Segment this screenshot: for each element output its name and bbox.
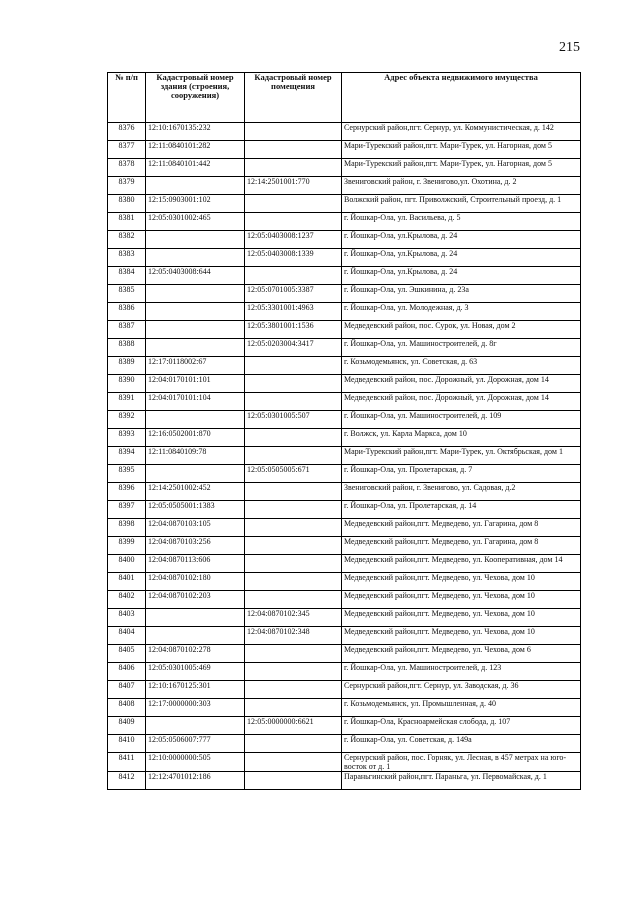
address-cell: г. Йошкар-Ола, ул.Крылова, д. 24: [342, 249, 581, 267]
address-cell: Мари-Турекский район,пгт. Мари-Турек, ул. Нагорная, дом 5: [342, 141, 581, 159]
building-cadastral-cell: 12:04:0870102:180: [146, 573, 245, 591]
building-cadastral-cell: 12:04:0870103:105: [146, 519, 245, 537]
building-cadastral-cell: [146, 231, 245, 249]
building-cadastral-cell: 12:04:0870113:606: [146, 555, 245, 573]
building-cadastral-cell: 12:04:0870102:203: [146, 591, 245, 609]
premises-cadastral-cell: [245, 681, 342, 699]
table-row: [108, 501, 581, 519]
building-cadastral-cell: 12:04:0870103:256: [146, 537, 245, 555]
premises-cadastral-cell: 12:05:0403008:1339: [245, 249, 342, 267]
row-number: 8386: [108, 303, 146, 321]
building-cadastral-cell: 12:11:0840101:282: [146, 141, 245, 159]
premises-cadastral-cell: 12:04:0870102:345: [245, 609, 342, 627]
address-cell: г. Козьмодемьянск, ул. Советская, д. 63: [342, 357, 581, 375]
building-cadastral-cell: [146, 303, 245, 321]
address-cell: Медведевский район, пос. Дорожный, ул. Дорожная, дом 14: [342, 393, 581, 411]
address-cell: Сернурский район,пгт. Сернур, ул. Коммунистическая, д. 142: [342, 123, 581, 141]
table-row: [108, 393, 581, 411]
address-cell: Медведевский район,пгт. Медведево, ул. Чехова, дом 10: [342, 609, 581, 627]
table-row: [108, 645, 581, 663]
building-cadastral-cell: 12:04:0170101:101: [146, 375, 245, 393]
row-number: 8385: [108, 285, 146, 303]
premises-cadastral-cell: [245, 501, 342, 519]
address-cell: г. Йошкар-Ола, ул. Машиностроителей, д. 123: [342, 663, 581, 681]
address-cell: г. Йошкар-Ола, ул. Машиностроителей, д. 8г: [342, 339, 581, 357]
row-number: 8392: [108, 411, 146, 429]
building-cadastral-cell: 12:17:0000000:303: [146, 699, 245, 717]
building-cadastral-cell: 12:10:0000000:505: [146, 753, 245, 772]
address-cell: г. Йошкар-Ола, ул. Машиностроителей, д. 109: [342, 411, 581, 429]
row-number: 8378: [108, 159, 146, 177]
table-row: [108, 375, 581, 393]
premises-cadastral-cell: [245, 735, 342, 753]
address-cell: Параньгинский район,пгт. Параньга, ул. Первомайская, д. 1: [342, 772, 581, 790]
table-row: [108, 573, 581, 591]
address-cell: Медведевский район,пгт. Медведево, ул. Кооперативная, дом 14: [342, 555, 581, 573]
row-number: 8394: [108, 447, 146, 465]
address-cell: г. Йошкар-Ола, ул. Пролетарская, д. 7: [342, 465, 581, 483]
table-row: [108, 303, 581, 321]
table-row: [108, 753, 581, 772]
building-cadastral-cell: [146, 177, 245, 195]
row-number: 8384: [108, 267, 146, 285]
table-row: [108, 447, 581, 465]
premises-cadastral-cell: [245, 519, 342, 537]
table-row: [108, 627, 581, 645]
address-cell: Звениговский район, г. Звенигово, ул. Садовая, д.2: [342, 483, 581, 501]
table-row: [108, 555, 581, 573]
row-number: 8381: [108, 213, 146, 231]
premises-cadastral-cell: 12:05:0403008:1237: [245, 231, 342, 249]
header-building-cadastral: Кадастровый номер здания (строения, сооружения): [146, 73, 245, 123]
header-address: Адрес объекта недвижимого имущества: [342, 73, 581, 123]
premises-cadastral-cell: [245, 195, 342, 213]
table-row: [108, 411, 581, 429]
address-cell: г. Йошкар-Ола, ул.Крылова, д. 24: [342, 267, 581, 285]
row-number: 8391: [108, 393, 146, 411]
premises-cadastral-cell: 12:05:0301005:507: [245, 411, 342, 429]
table-row: [108, 519, 581, 537]
table-row: [108, 717, 581, 735]
building-cadastral-cell: 12:05:0505001:1383: [146, 501, 245, 519]
address-cell: г. Йошкар-Ола, ул. Пролетарская, д. 14: [342, 501, 581, 519]
table-row: [108, 249, 581, 267]
row-number: 8389: [108, 357, 146, 375]
table-row: [108, 537, 581, 555]
premises-cadastral-cell: 12:14:2501001:770: [245, 177, 342, 195]
premises-cadastral-cell: [245, 483, 342, 501]
address-cell: Мари-Турекский район,пгт. Мари-Турек, ул. Октябрьская, дом 1: [342, 447, 581, 465]
row-number: 8408: [108, 699, 146, 717]
building-cadastral-cell: 12:04:0170101:104: [146, 393, 245, 411]
table-row: [108, 735, 581, 753]
building-cadastral-cell: 12:05:0301002:465: [146, 213, 245, 231]
building-cadastral-cell: 12:16:0502001:870: [146, 429, 245, 447]
table-body: [108, 123, 581, 790]
premises-cadastral-cell: [245, 591, 342, 609]
premises-cadastral-cell: [245, 645, 342, 663]
address-cell: г. Козьмодемьянск, ул. Промышленная, д. 40: [342, 699, 581, 717]
building-cadastral-cell: [146, 285, 245, 303]
address-cell: Медведевский район,пгт. Медведево, ул. Чехова, дом 10: [342, 573, 581, 591]
address-cell: Сернурский район,пгт. Сернур, ул. Заводская, д. 36: [342, 681, 581, 699]
row-number: 8387: [108, 321, 146, 339]
building-cadastral-cell: 12:04:0870102:278: [146, 645, 245, 663]
building-cadastral-cell: 12:10:1670135:232: [146, 123, 245, 141]
premises-cadastral-cell: 12:05:3801001:1536: [245, 321, 342, 339]
table-row: [108, 357, 581, 375]
row-number: 8396: [108, 483, 146, 501]
row-number: 8376: [108, 123, 146, 141]
building-cadastral-cell: 12:05:0403008:644: [146, 267, 245, 285]
address-cell: г. Йошкар-Ола, ул. Эшкинина, д. 23а: [342, 285, 581, 303]
address-cell: Медведевский район,пгт. Медведево, ул. Гагарина, дом 8: [342, 519, 581, 537]
premises-cadastral-cell: [245, 375, 342, 393]
header-number: № п/п: [108, 73, 146, 123]
premises-cadastral-cell: [245, 429, 342, 447]
table-row: [108, 285, 581, 303]
building-cadastral-cell: [146, 411, 245, 429]
table-row: [108, 465, 581, 483]
building-cadastral-cell: [146, 339, 245, 357]
building-cadastral-cell: [146, 627, 245, 645]
row-number: 8380: [108, 195, 146, 213]
premises-cadastral-cell: [245, 573, 342, 591]
address-cell: Волжский район, пгт. Приволжский, Строительный проезд, д. 1: [342, 195, 581, 213]
table-row: [108, 681, 581, 699]
table-row: [108, 159, 581, 177]
building-cadastral-cell: [146, 717, 245, 735]
building-cadastral-cell: 12:05:0301005:469: [146, 663, 245, 681]
building-cadastral-cell: 12:15:0903001:102: [146, 195, 245, 213]
table-row: [108, 195, 581, 213]
address-cell: Медведевский район,пгт. Медведево, ул. Чехова, дом 6: [342, 645, 581, 663]
address-cell: Мари-Турекский район,пгт. Мари-Турек, ул. Нагорная, дом 5: [342, 159, 581, 177]
table-row: [108, 267, 581, 285]
address-cell: Медведевский район,пгт. Медведево, ул. Чехова, дом 10: [342, 627, 581, 645]
table-header: [108, 73, 581, 123]
row-number: 8398: [108, 519, 146, 537]
address-cell: Медведевский район,пгт. Медведево, ул. Гагарина, дом 8: [342, 537, 581, 555]
premises-cadastral-cell: 12:05:0000000:6621: [245, 717, 342, 735]
premises-cadastral-cell: [245, 159, 342, 177]
premises-cadastral-cell: 12:05:0203004:3417: [245, 339, 342, 357]
premises-cadastral-cell: [245, 753, 342, 772]
premises-cadastral-cell: [245, 537, 342, 555]
premises-cadastral-cell: [245, 555, 342, 573]
premises-cadastral-cell: [245, 213, 342, 231]
premises-cadastral-cell: [245, 663, 342, 681]
premises-cadastral-cell: [245, 357, 342, 375]
address-cell: г. Йошкар-Ола, ул. Советская, д. 149а: [342, 735, 581, 753]
table-row: [108, 231, 581, 249]
building-cadastral-cell: [146, 321, 245, 339]
premises-cadastral-cell: [245, 699, 342, 717]
premises-cadastral-cell: [245, 141, 342, 159]
premises-cadastral-cell: [245, 267, 342, 285]
building-cadastral-cell: [146, 249, 245, 267]
building-cadastral-cell: [146, 465, 245, 483]
row-number: 8409: [108, 717, 146, 735]
table-row: [108, 123, 581, 141]
row-number: 8411: [108, 753, 146, 772]
premises-cadastral-cell: [245, 123, 342, 141]
building-cadastral-cell: 12:14:2501002:452: [146, 483, 245, 501]
address-cell: г. Йошкар-Ола, ул.Крылова, д. 24: [342, 231, 581, 249]
address-cell: Звениговский район, г. Звенигово,ул. Охотина, д. 2: [342, 177, 581, 195]
row-number: 8405: [108, 645, 146, 663]
row-number: 8390: [108, 375, 146, 393]
row-number: 8400: [108, 555, 146, 573]
table-row: [108, 141, 581, 159]
premises-cadastral-cell: [245, 447, 342, 465]
row-number: 8395: [108, 465, 146, 483]
row-number: 8382: [108, 231, 146, 249]
row-number: 8399: [108, 537, 146, 555]
table-row: [108, 663, 581, 681]
premises-cadastral-cell: 12:05:3301001:4963: [245, 303, 342, 321]
premises-cadastral-cell: 12:04:0870102:348: [245, 627, 342, 645]
table-row: [108, 483, 581, 501]
property-table: [107, 72, 581, 790]
row-number: 8410: [108, 735, 146, 753]
table-row: [108, 772, 581, 790]
building-cadastral-cell: [146, 609, 245, 627]
address-cell: г. Йошкар-Ола, ул. Васильева, д. 5: [342, 213, 581, 231]
premises-cadastral-cell: 12:05:0505005:671: [245, 465, 342, 483]
row-number: 8377: [108, 141, 146, 159]
row-number: 8393: [108, 429, 146, 447]
table-row: [108, 213, 581, 231]
table-row: [108, 321, 581, 339]
premises-cadastral-cell: [245, 393, 342, 411]
row-number: 8388: [108, 339, 146, 357]
address-cell: Сернурский район, пос. Горняк, ул. Лесная, в 457 метрах на юго- восток от д. 1: [342, 753, 581, 772]
row-number: 8379: [108, 177, 146, 195]
building-cadastral-cell: 12:11:0840109:78: [146, 447, 245, 465]
table-row: [108, 339, 581, 357]
building-cadastral-cell: 12:11:0840101:442: [146, 159, 245, 177]
row-number: 8401: [108, 573, 146, 591]
row-number: 8403: [108, 609, 146, 627]
building-cadastral-cell: 12:10:1670125:301: [146, 681, 245, 699]
row-number: 8407: [108, 681, 146, 699]
premises-cadastral-cell: 12:05:0701005:3387: [245, 285, 342, 303]
row-number: 8404: [108, 627, 146, 645]
row-number: 8402: [108, 591, 146, 609]
building-cadastral-cell: 12:12:4701012:186: [146, 772, 245, 790]
table-row: [108, 591, 581, 609]
address-cell: Медведевский район, пос. Сурок, ул. Новая, дом 2: [342, 321, 581, 339]
address-cell: г. Йошкар-Ола, Красноармейская слобода, д. 107: [342, 717, 581, 735]
table-row: [108, 177, 581, 195]
address-cell: г. Йошкар-Ола, ул. Молодежная, д. 3: [342, 303, 581, 321]
row-number: 8383: [108, 249, 146, 267]
building-cadastral-cell: 12:17:0118002:67: [146, 357, 245, 375]
row-number: 8397: [108, 501, 146, 519]
table-row: [108, 429, 581, 447]
address-cell: г. Волжск, ул. Карла Маркса, дом 10: [342, 429, 581, 447]
page-number: 215: [559, 40, 580, 55]
row-number: 8406: [108, 663, 146, 681]
address-cell: Медведевский район,пгт. Медведево, ул. Чехова, дом 10: [342, 591, 581, 609]
building-cadastral-cell: 12:05:0506007:777: [146, 735, 245, 753]
table-row: [108, 609, 581, 627]
address-cell: Медведевский район, пос. Дорожный, ул. Дорожная, дом 14: [342, 375, 581, 393]
premises-cadastral-cell: [245, 772, 342, 790]
row-number: 8412: [108, 772, 146, 790]
header-premises-cadastral: Кадастровый номер помещения: [245, 73, 342, 123]
table-row: [108, 699, 581, 717]
